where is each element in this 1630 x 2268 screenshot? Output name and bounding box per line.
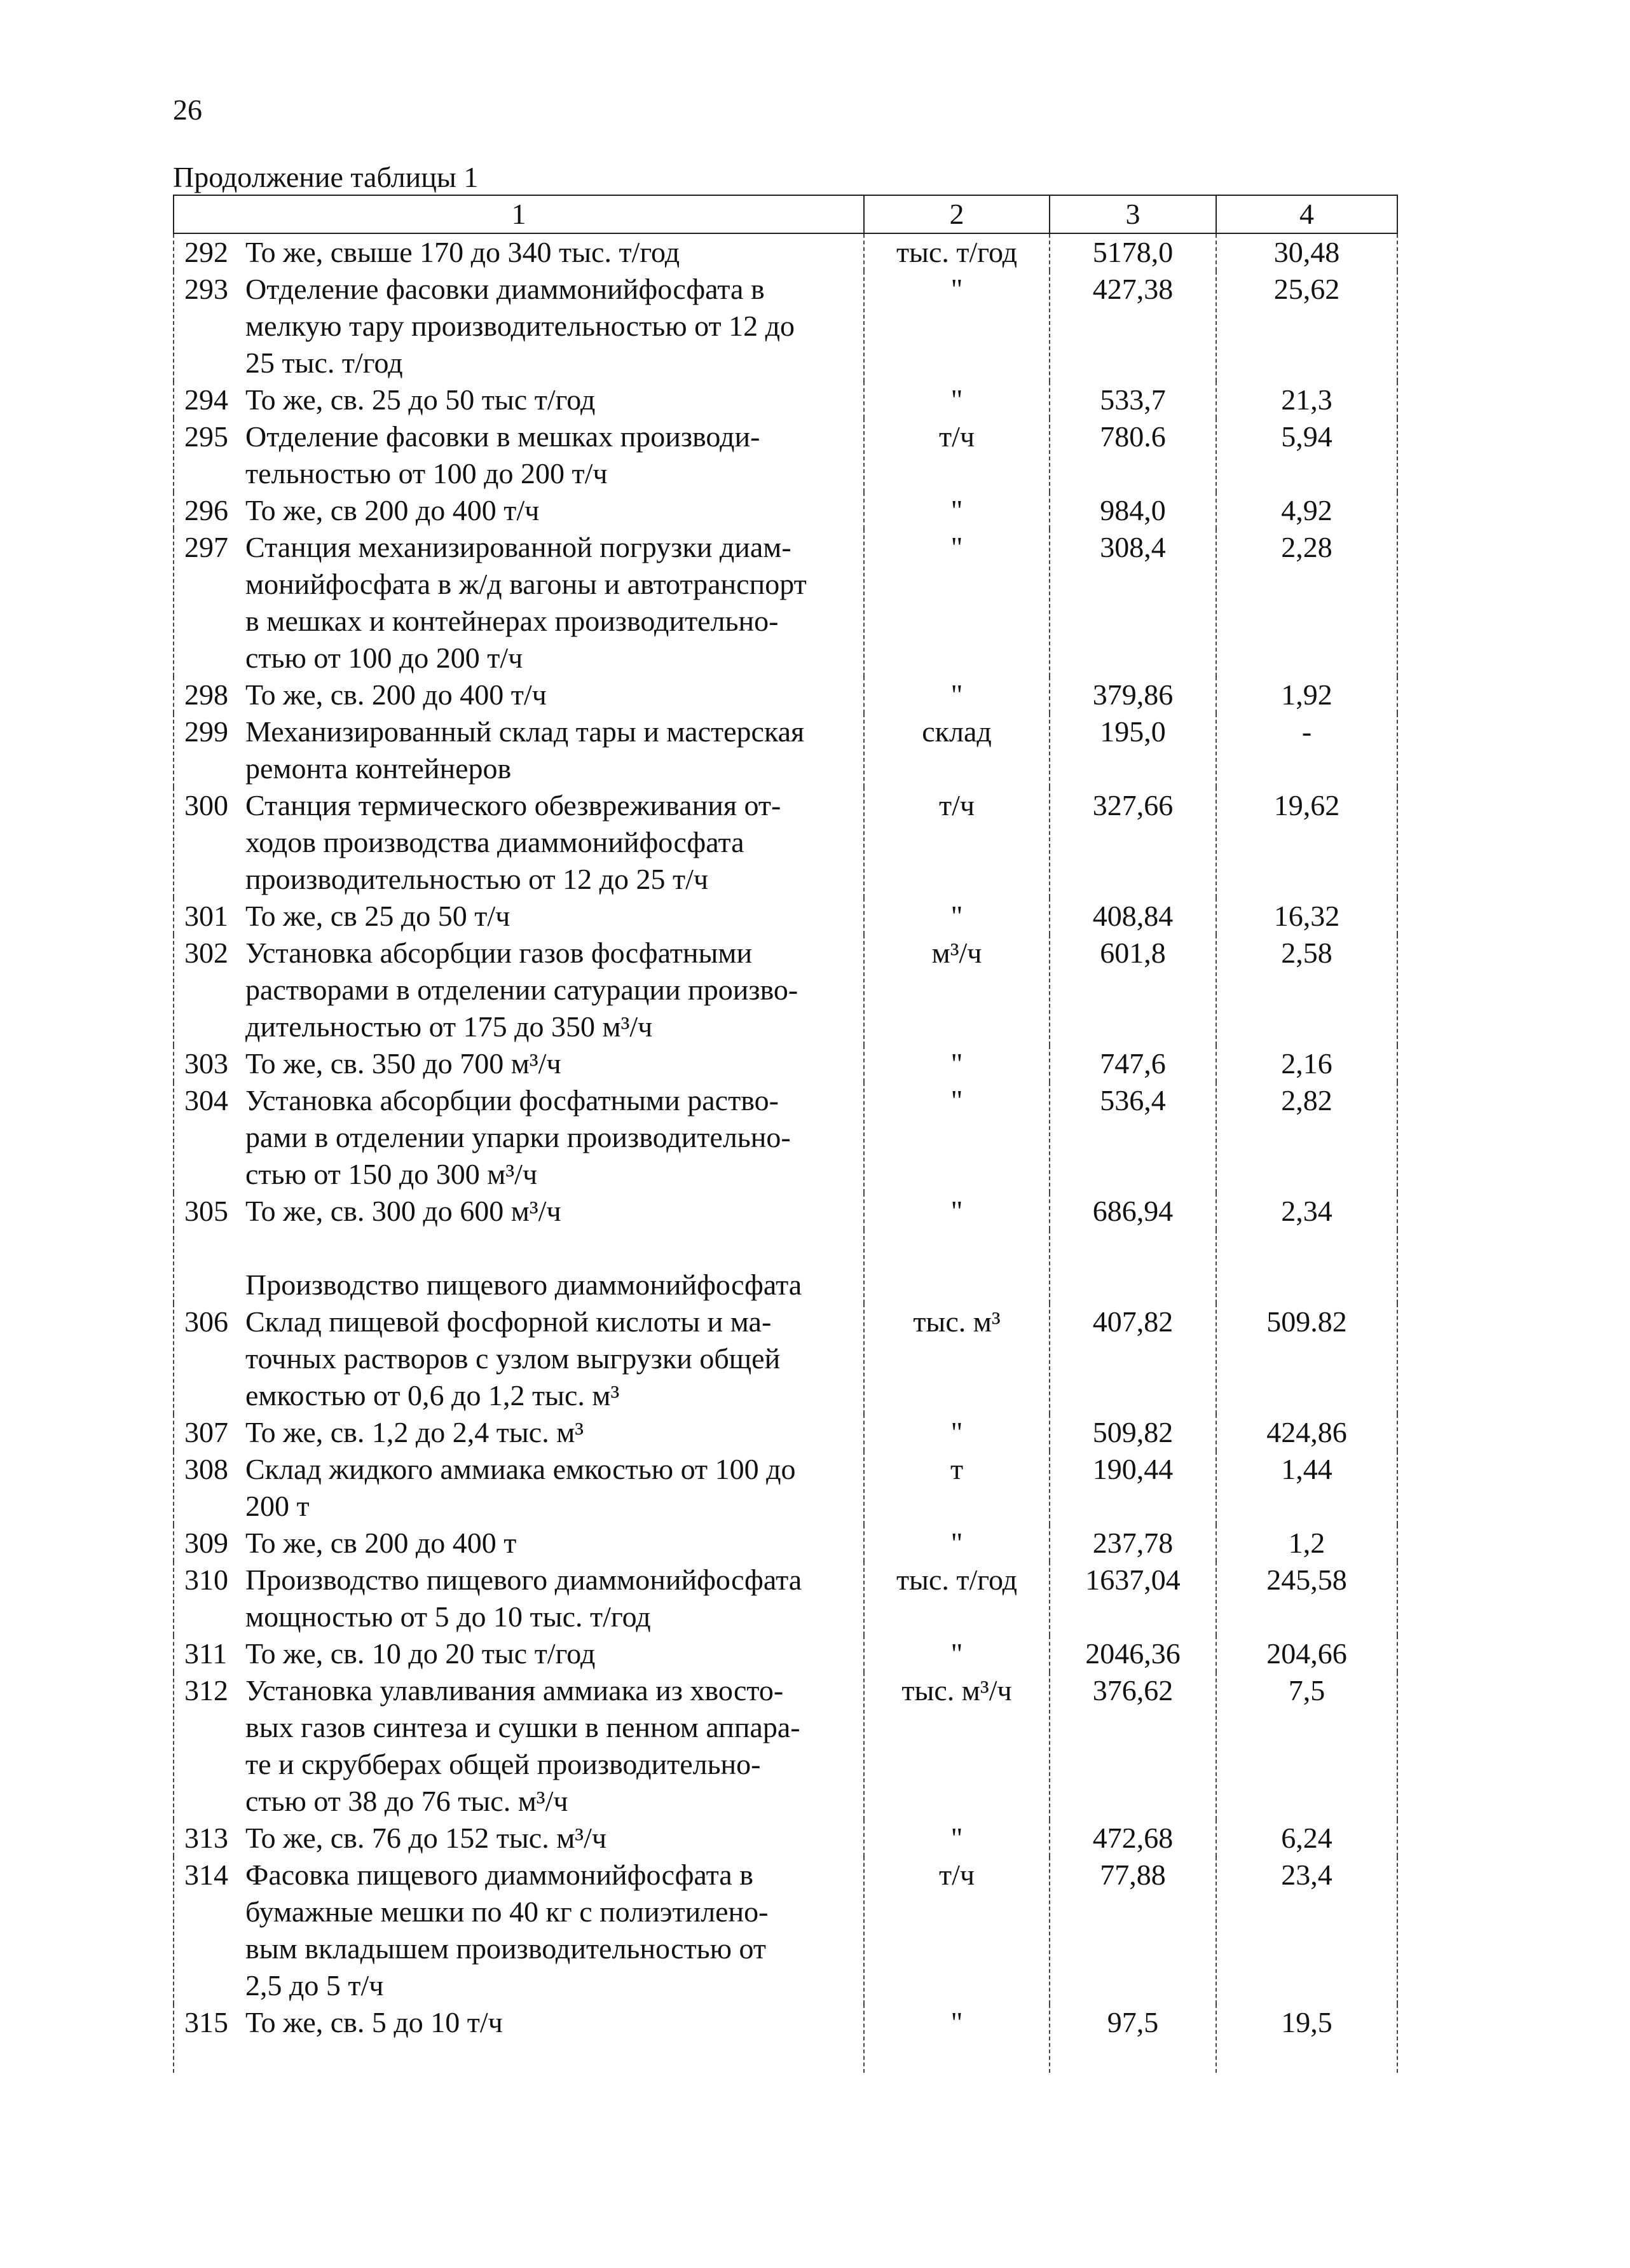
value-col4-cell: 30,48	[1216, 233, 1397, 271]
unit-cell: т/ч	[864, 787, 1050, 898]
value-col4-cell: 25,62	[1216, 271, 1397, 381]
description-cell	[174, 233, 864, 271]
value-col4-cell: 204,66	[1216, 1635, 1397, 1672]
value-col4-cell: 6,24	[1216, 1820, 1397, 1857]
table-row	[174, 1045, 1397, 1082]
header-cell-1: 1	[174, 195, 864, 233]
row-description: То же, св. 5 до 10 т/ч	[245, 2006, 503, 2038]
unit-cell: "	[864, 1082, 1050, 1193]
value-col3-cell: 472,68	[1050, 1820, 1216, 1857]
value-col3-cell: 2046,36	[1050, 1635, 1216, 1672]
unit-cell: "	[864, 1193, 1050, 1230]
value-col3-cell: 747,6	[1050, 1045, 1216, 1082]
value-col4-cell: 2,16	[1216, 1045, 1397, 1082]
table-row	[174, 1635, 1397, 1672]
value-col3-cell: 5178,0	[1050, 233, 1216, 271]
value-col4-cell: 16,32	[1216, 898, 1397, 935]
table-row	[174, 271, 1397, 381]
value-col4-cell: 4,92	[1216, 492, 1397, 529]
table-row	[174, 233, 1397, 271]
unit-cell: "	[864, 492, 1050, 529]
row-number: 302	[184, 937, 228, 969]
empty-cell	[1050, 1230, 1216, 1303]
unit-cell: "	[864, 1414, 1050, 1451]
value-col3-cell: 780.6	[1050, 418, 1216, 492]
data-table	[173, 195, 1398, 2073]
row-number: 308	[184, 1453, 228, 1485]
unit-cell: "	[864, 1525, 1050, 1562]
page-number: 26	[173, 93, 202, 126]
row-number: 314	[184, 1859, 228, 1891]
value-col4-cell: 1,2	[1216, 1525, 1397, 1562]
row-number: 309	[184, 1527, 228, 1559]
table-row	[174, 898, 1397, 935]
table-row	[174, 418, 1397, 492]
row-number: 294	[184, 383, 228, 416]
value-col3-cell: 327,66	[1050, 787, 1216, 898]
unit-cell: "	[864, 529, 1050, 677]
row-description: Производство пищевого диаммонийфосфата мощностью от 5 до 10 тыс. т/год	[245, 1564, 802, 1633]
description-cell	[174, 1303, 864, 1414]
value-col3-cell: 376,62	[1050, 1672, 1216, 1820]
row-description: То же, св 200 до 400 т/ч	[245, 494, 540, 526]
row-description: То же, св. 10 до 20 тыс т/год	[245, 1637, 596, 1670]
row-number: 311	[184, 1637, 228, 1670]
description-cell	[174, 418, 864, 492]
description-cell	[174, 1414, 864, 1451]
row-number: 307	[184, 1416, 228, 1448]
value-col3-cell: 984,0	[1050, 492, 1216, 529]
value-col4-cell: -	[1216, 713, 1397, 787]
row-number: 315	[184, 2006, 228, 2038]
row-number: 305	[184, 1195, 228, 1227]
row-number: 313	[184, 1822, 228, 1854]
row-number: 297	[184, 531, 228, 563]
value-col3-cell: 97,5	[1050, 2004, 1216, 2073]
value-col3-cell: 533,7	[1050, 381, 1216, 418]
row-number: 300	[184, 789, 228, 821]
unit-cell: "	[864, 898, 1050, 935]
unit-cell: "	[864, 1045, 1050, 1082]
row-number: 295	[184, 420, 228, 453]
value-col3-cell: 237,78	[1050, 1525, 1216, 1562]
value-col3-cell: 686,94	[1050, 1193, 1216, 1230]
empty-cell	[1216, 1230, 1397, 1303]
value-col3-cell: 408,84	[1050, 898, 1216, 935]
table-row	[174, 1672, 1397, 1820]
description-cell	[174, 529, 864, 677]
value-col3-cell: 1637,04	[1050, 1562, 1216, 1635]
description-cell	[174, 271, 864, 381]
table-row	[174, 1303, 1397, 1414]
row-description: Отделение фасовки диаммонийфосфата в мелкую тару производительностью от 12 до 25 тыс. т/год	[245, 273, 795, 379]
value-col3-cell: 77,88	[1050, 1857, 1216, 2004]
value-col3-cell: 379,86	[1050, 677, 1216, 713]
table-caption: Продолжение таблицы 1	[173, 161, 479, 193]
value-col4-cell: 2,28	[1216, 529, 1397, 677]
unit-cell: "	[864, 1820, 1050, 1857]
row-description: То же, св. 1,2 до 2,4 тыс. м³	[245, 1416, 584, 1448]
description-cell	[174, 1525, 864, 1562]
table-row	[174, 935, 1397, 1045]
unit-cell: "	[864, 271, 1050, 381]
table-row	[174, 1414, 1397, 1451]
row-number: 293	[184, 273, 228, 305]
row-number: 292	[184, 236, 228, 268]
table-row	[174, 713, 1397, 787]
unit-cell: "	[864, 1635, 1050, 1672]
empty-cell	[864, 1230, 1050, 1303]
value-col4-cell: 23,4	[1216, 1857, 1397, 2004]
table-row	[174, 677, 1397, 713]
value-col3-cell: 427,38	[1050, 271, 1216, 381]
section-heading-cell	[174, 1230, 864, 1303]
description-cell	[174, 1082, 864, 1193]
table-row	[174, 1451, 1397, 1525]
unit-cell: тыс. м³	[864, 1303, 1050, 1414]
row-number: 303	[184, 1047, 228, 1080]
description-cell	[174, 1820, 864, 1857]
row-description: То же, св. 200 до 400 т/ч	[245, 678, 547, 711]
value-col3-cell: 509,82	[1050, 1414, 1216, 1451]
description-cell	[174, 1635, 864, 1672]
description-cell	[174, 1193, 864, 1230]
row-number: 298	[184, 678, 228, 711]
row-description: Станция механизированной погрузки диам- монийфосфата в ж/д вагоны и автотранспорт в мешках и контейнерах производительно- стью от 100 до 200 т/ч	[245, 531, 807, 674]
row-description: Склад жидкого аммиака емкостью от 100 до 200 т	[245, 1453, 796, 1522]
header-row	[174, 195, 1397, 233]
unit-cell: м³/ч	[864, 935, 1050, 1045]
table-row	[174, 1193, 1397, 1230]
row-number: 306	[184, 1305, 228, 1338]
value-col4-cell: 2,58	[1216, 935, 1397, 1045]
value-col4-cell: 1,44	[1216, 1451, 1397, 1525]
row-number: 310	[184, 1564, 228, 1596]
description-cell	[174, 1562, 864, 1635]
table-container	[173, 195, 1397, 2073]
table-row	[174, 1082, 1397, 1193]
unit-cell: "	[864, 2004, 1050, 2073]
section-heading-row	[174, 1230, 1397, 1303]
row-number: 304	[184, 1084, 228, 1117]
table-row	[174, 2004, 1397, 2073]
value-col4-cell: 509.82	[1216, 1303, 1397, 1414]
row-description: То же, св 25 до 50 т/ч	[245, 900, 510, 932]
unit-cell: "	[864, 381, 1050, 418]
description-cell	[174, 1045, 864, 1082]
row-description: Установка улавливания аммиака из хвосто- вых газов синтеза и сушки в пенном аппара- те и скрубберах общей производительно- стью от 38 до 76 тыс. м³/ч	[245, 1674, 800, 1817]
value-col3-cell: 195,0	[1050, 713, 1216, 787]
row-description: Склад пищевой фосфорной кислоты и ма- точных растворов с узлом выгрузки общей емкостью от 0,6 до 1,2 тыс. м³	[245, 1305, 781, 1412]
unit-cell: т/ч	[864, 1857, 1050, 2004]
row-description: То же, св. 350 до 700 м³/ч	[245, 1047, 561, 1080]
value-col4-cell: 19,5	[1216, 2004, 1397, 2073]
row-description: То же, св 200 до 400 т	[245, 1527, 517, 1559]
description-cell	[174, 713, 864, 787]
value-col4-cell: 1,92	[1216, 677, 1397, 713]
header-cell-4: 4	[1216, 195, 1397, 233]
unit-cell: склад	[864, 713, 1050, 787]
unit-cell: тыс. т/год	[864, 1562, 1050, 1635]
value-col3-cell: 190,44	[1050, 1451, 1216, 1525]
row-description: То же, св. 76 до 152 тыс. м³/ч	[245, 1822, 607, 1854]
row-number: 296	[184, 494, 228, 526]
description-cell	[174, 1451, 864, 1525]
value-col4-cell: 245,58	[1216, 1562, 1397, 1635]
value-col3-cell: 308,4	[1050, 529, 1216, 677]
value-col4-cell: 424,86	[1216, 1414, 1397, 1451]
header-cell-3: 3	[1050, 195, 1216, 233]
table-row	[174, 381, 1397, 418]
value-col4-cell: 7,5	[1216, 1672, 1397, 1820]
table-row	[174, 1562, 1397, 1635]
unit-cell: "	[864, 677, 1050, 713]
description-cell	[174, 2004, 864, 2073]
description-cell	[174, 381, 864, 418]
row-description: То же, свыше 170 до 340 тыс. т/год	[245, 236, 680, 268]
table-row	[174, 1820, 1397, 1857]
row-number: 301	[184, 900, 228, 932]
unit-cell: тыс. м³/ч	[864, 1672, 1050, 1820]
table-row	[174, 787, 1397, 898]
description-cell	[174, 1672, 864, 1820]
row-description: Механизированный склад тары и мастерская ремонта контейнеров	[245, 715, 805, 785]
value-col4-cell: 2,82	[1216, 1082, 1397, 1193]
description-cell	[174, 935, 864, 1045]
description-cell	[174, 492, 864, 529]
row-description: Установка абсорбции газов фосфатными растворами в отделении сатурации произво- дительностью от 175 до 350 м³/ч	[245, 937, 798, 1043]
description-cell	[174, 787, 864, 898]
section-heading: Производство пищевого диаммонийфосфата	[245, 1268, 802, 1301]
description-cell	[174, 677, 864, 713]
unit-cell: т	[864, 1451, 1050, 1525]
table-row	[174, 529, 1397, 677]
description-cell	[174, 898, 864, 935]
table-row	[174, 1525, 1397, 1562]
row-description: Установка абсорбции фосфатными раство- рами в отделении упарки производительно- стью от 150 до 300 м³/ч	[245, 1084, 791, 1190]
row-description: Станция термического обезвреживания от- ходов производства диаммонийфосфата производительностью от 12 до 25 т/ч	[245, 789, 781, 895]
header-cell-2: 2	[864, 195, 1050, 233]
value-col4-cell: 5,94	[1216, 418, 1397, 492]
value-col3-cell: 536,4	[1050, 1082, 1216, 1193]
unit-cell: тыс. т/год	[864, 233, 1050, 271]
value-col4-cell: 21,3	[1216, 381, 1397, 418]
row-description: То же, св. 25 до 50 тыс т/год	[245, 383, 596, 416]
value-col4-cell: 19,62	[1216, 787, 1397, 898]
value-col3-cell: 407,82	[1050, 1303, 1216, 1414]
row-description: Фасовка пищевого диаммонийфосфата в бумажные мешки по 40 кг с полиэтилено- вым вкладышем производительностью от 2,5 до 5 т/ч	[245, 1859, 769, 2002]
row-number: 299	[184, 715, 228, 748]
table-row	[174, 1857, 1397, 2004]
unit-cell: т/ч	[864, 418, 1050, 492]
description-cell	[174, 1857, 864, 2004]
value-col4-cell: 2,34	[1216, 1193, 1397, 1230]
row-description: То же, св. 300 до 600 м³/ч	[245, 1195, 561, 1227]
table-row	[174, 492, 1397, 529]
value-col3-cell: 601,8	[1050, 935, 1216, 1045]
row-number: 312	[184, 1674, 228, 1707]
table-body	[174, 233, 1397, 2073]
row-description: Отделение фасовки в мешках производи- тельностью от 100 до 200 т/ч	[245, 420, 760, 490]
